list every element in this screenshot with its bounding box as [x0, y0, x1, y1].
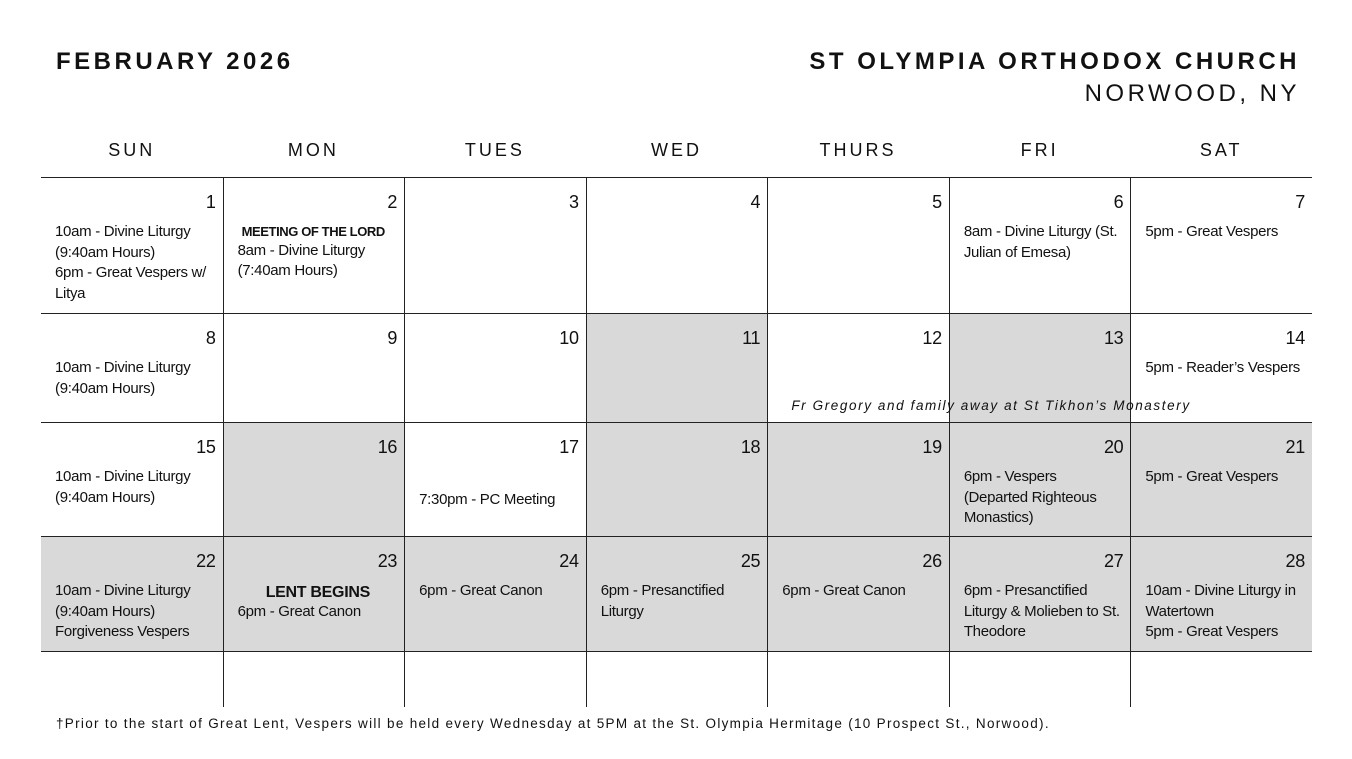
event-text: 6pm - Presanctified Liturgy & Molieben to St. Theodore — [963, 582, 1120, 640]
calendar-day-cell — [586, 652, 768, 707]
day-number: 7 — [1295, 192, 1305, 212]
calendar-day-cell — [1130, 652, 1312, 707]
event-text: 6pm - Great Canon — [419, 582, 543, 599]
day-number: 23 — [377, 551, 398, 571]
calendar-week-row — [41, 537, 1312, 652]
day-number: 2 — [387, 192, 398, 212]
weekday-tues: TUES — [464, 140, 525, 160]
lent-begins-label: LENT BEGINS — [265, 584, 370, 601]
calendar-grid — [41, 177, 1312, 707]
calendar-day-cell — [949, 314, 1131, 422]
church-location: NORWOOD, NY — [1084, 80, 1300, 107]
calendar-day-cell — [41, 537, 223, 651]
calendar-week-row — [41, 178, 1312, 314]
calendar-day-cell — [404, 314, 586, 422]
day-number: 4 — [750, 192, 761, 212]
event-text: 10am - Divine Liturgy (9:40am Hours) — [55, 359, 191, 397]
calendar-day-cell — [404, 652, 586, 707]
day-number: 16 — [377, 437, 398, 457]
calendar-day-cell — [1130, 423, 1312, 536]
event-text: 10am - Divine Liturgy (9:40am Hours) — [55, 582, 191, 620]
calendar-day-cell — [586, 314, 768, 422]
event-text: 10am - Divine Liturgy (9:40am Hours) — [55, 223, 191, 261]
calendar-day-cell — [586, 178, 768, 313]
calendar-day-cell — [767, 652, 949, 707]
calendar-day-cell — [41, 314, 223, 422]
calendar-day-cell — [586, 423, 768, 536]
weekday-sun: SUN — [108, 140, 156, 160]
event-text: 6pm - Vespers (Departed Righteous Monastics) — [963, 468, 1097, 526]
feast-title: MEETING OF THE LORD — [241, 224, 385, 239]
event-text: 6pm - Great Vespers w/ Litya — [55, 264, 206, 302]
day-number: 8 — [205, 328, 216, 348]
calendar-week-row — [41, 314, 1312, 423]
event-text: 5pm - Reader’s Vespers — [1145, 359, 1300, 376]
footnote: †Prior to the start of Great Lent, Vespers will be held every Wednesday at 5PM at the St. Olympia Hermitage (10 Prospect St., Norwood). — [56, 716, 1050, 731]
day-number: 13 — [1103, 328, 1124, 348]
day-number: 24 — [559, 551, 579, 571]
calendar-day-cell — [41, 423, 223, 536]
calendar-week-row — [41, 423, 1312, 537]
day-number: 18 — [740, 437, 761, 457]
day-number: 14 — [1285, 328, 1305, 348]
event-text: 5pm - Great Vespers — [1145, 223, 1279, 240]
event-text: 7:30pm - PC Meeting — [419, 491, 556, 508]
day-number: 5 — [932, 192, 942, 212]
event-text: 6pm - Great Canon — [237, 602, 361, 620]
weekday-wed: WED — [650, 140, 702, 160]
weekday-sat: SAT — [1199, 140, 1243, 160]
calendar-day-cell — [1130, 314, 1312, 422]
day-number: 21 — [1285, 437, 1305, 457]
day-number: 22 — [196, 551, 216, 571]
day-number: 19 — [922, 437, 942, 457]
event-text: 5pm - Great Vespers — [1145, 468, 1279, 485]
away-banner: Fr Gregory and family away at St Tikhon’s Monastery — [791, 398, 1191, 413]
calendar-day-cell — [949, 537, 1131, 651]
weekday-fri: FRI — [1020, 140, 1059, 160]
event-text: 8am - Divine Liturgy (St. Julian of Emesa) — [963, 223, 1118, 261]
calendar-day-cell — [404, 178, 586, 313]
calendar-day-cell — [223, 423, 405, 536]
event-text: 8am - Divine Liturgy (7:40am Hours) — [237, 241, 365, 279]
day-number: 27 — [1103, 551, 1124, 571]
day-number: 12 — [922, 328, 942, 348]
weekday-thurs: THURS — [819, 140, 897, 160]
calendar-day-cell — [223, 537, 405, 651]
event-text: 10am - Divine Liturgy (9:40am Hours) — [55, 468, 191, 506]
event-text: 10am - Divine Liturgy in Watertown — [1145, 582, 1296, 620]
calendar-day-cell — [223, 178, 405, 313]
event-text: Forgiveness Vespers — [55, 623, 190, 640]
calendar-week-row — [41, 652, 1312, 707]
calendar-day-cell — [223, 314, 405, 422]
calendar-day-cell — [586, 537, 768, 651]
day-number: 25 — [740, 551, 761, 571]
calendar-day-cell — [404, 537, 586, 651]
event-text: 6pm - Presanctified Liturgy — [600, 582, 725, 620]
day-number: 28 — [1285, 551, 1305, 571]
calendar-day-cell — [223, 652, 405, 707]
calendar-day-cell — [41, 652, 223, 707]
day-number: 10 — [559, 328, 579, 348]
day-number: 9 — [387, 328, 398, 348]
calendar-day-cell — [41, 178, 223, 313]
day-number: 17 — [559, 437, 579, 457]
weekday-header-row — [41, 140, 1312, 162]
month-title: FEBRUARY 2026 — [56, 48, 294, 75]
calendar-day-cell — [767, 178, 949, 313]
calendar-day-cell — [1130, 537, 1312, 651]
calendar-day-cell — [767, 423, 949, 536]
weekday-mon: MON — [287, 140, 339, 160]
event-text: 5pm - Great Vespers — [1145, 623, 1279, 640]
calendar-day-cell — [949, 178, 1131, 313]
calendar-day-cell — [767, 537, 949, 651]
day-number: 15 — [196, 437, 216, 457]
day-number: 1 — [205, 192, 216, 212]
day-number: 26 — [922, 551, 942, 571]
calendar-day-cell — [767, 314, 949, 422]
event-text: 6pm - Great Canon — [782, 582, 906, 599]
calendar-day-cell — [1130, 178, 1312, 313]
day-number: 20 — [1103, 437, 1124, 457]
calendar-day-cell — [949, 423, 1131, 536]
day-number: 11 — [742, 328, 761, 348]
day-number: 6 — [1113, 192, 1124, 212]
church-name: ST OLYMPIA ORTHODOX CHURCH — [809, 48, 1300, 75]
day-number: 3 — [568, 192, 579, 212]
calendar-day-cell — [404, 423, 586, 536]
calendar-day-cell — [949, 652, 1131, 707]
